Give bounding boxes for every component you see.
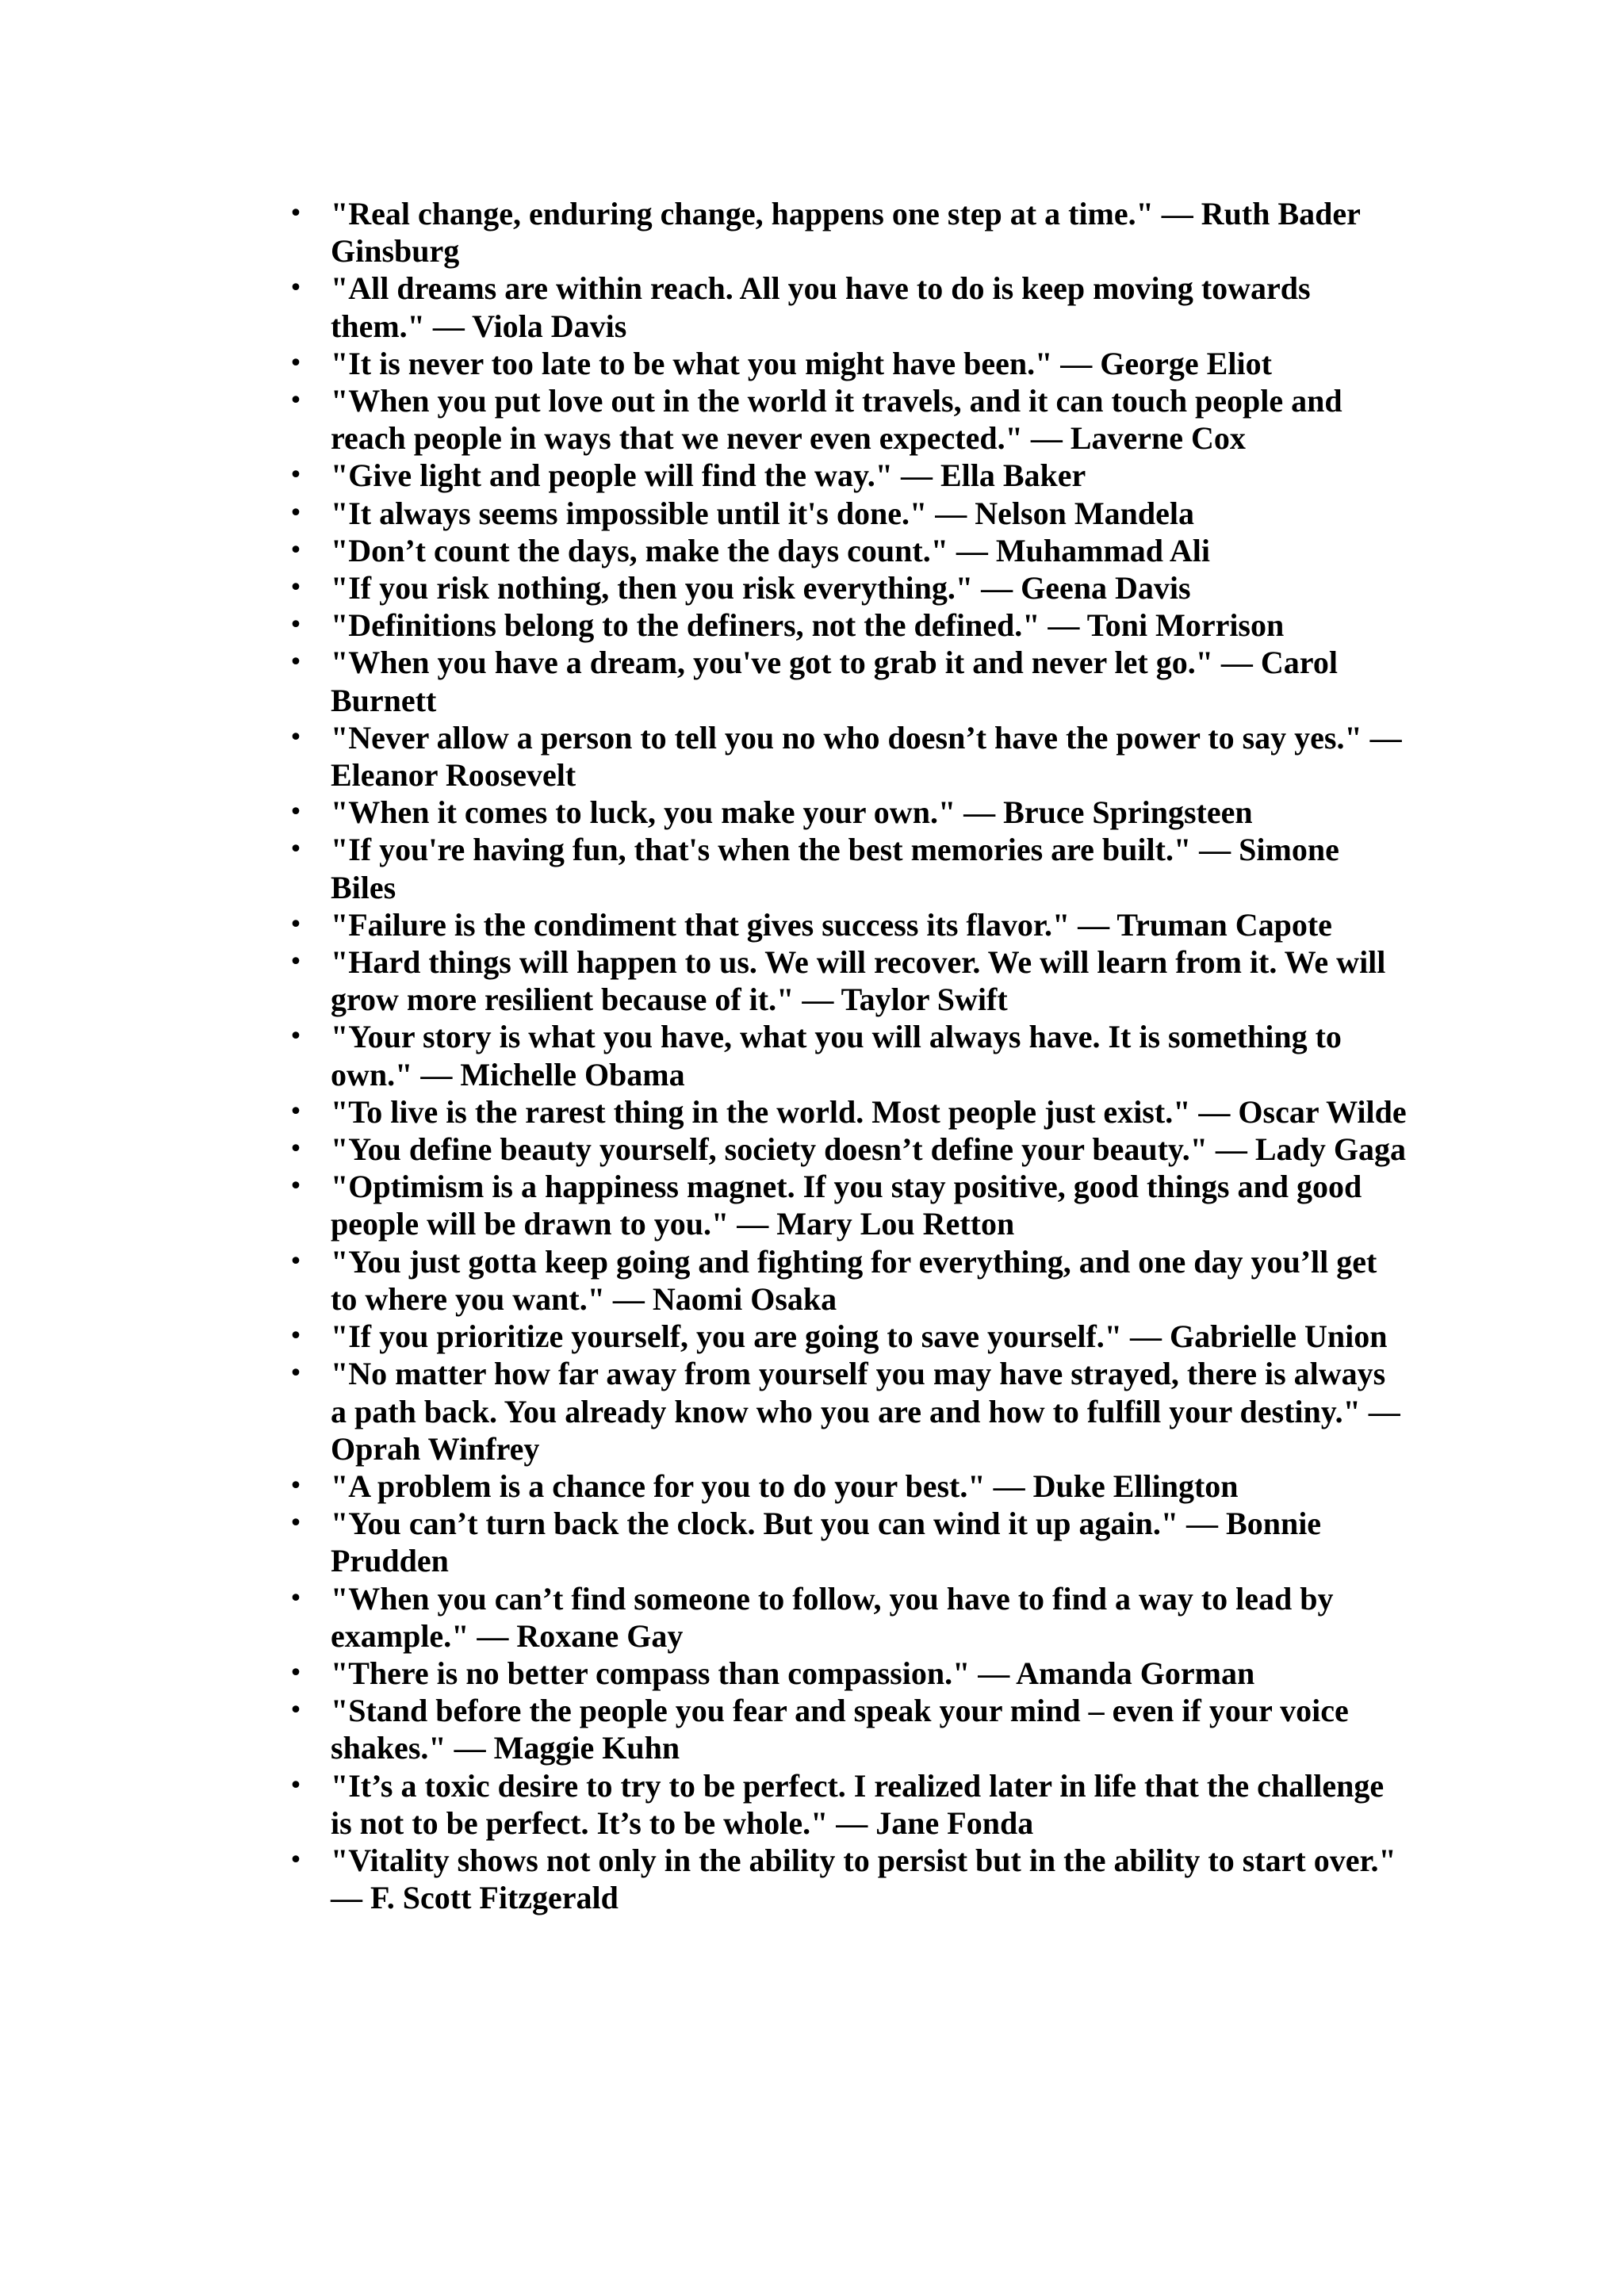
bullet-icon: • xyxy=(289,1097,303,1126)
quote-text: "Don’t count the days, make the days count." — Muhammad Ali xyxy=(331,532,1210,568)
quote-text: "You can’t turn back the clock. But you can wind it up again." — Bonnie Prudden xyxy=(331,1506,1322,1579)
bullet-icon: • xyxy=(289,1697,303,1725)
list-item xyxy=(289,1692,1409,1766)
list-item xyxy=(289,1767,1409,1842)
quote-text: "When it comes to luck, you make your own." — Bruce Springsteen xyxy=(331,794,1253,831)
bullet-icon: • xyxy=(289,1771,303,1800)
list-item xyxy=(289,1243,1409,1318)
bullet-icon: • xyxy=(289,910,303,939)
list-item xyxy=(289,943,1409,1018)
quote-text: "Real change, enduring change, happens one step at a time." — Ruth Bader Ginsburg xyxy=(331,196,1361,270)
bullet-icon: • xyxy=(289,611,303,640)
list-item xyxy=(289,794,1409,831)
bullet-icon: • xyxy=(289,387,303,415)
quote-text: "Give light and people will find the way." — Ella Baker xyxy=(331,457,1086,494)
bullet-icon: • xyxy=(289,649,303,677)
quote-text: "If you risk nothing, then you risk everything." — Geena Davis xyxy=(331,570,1191,607)
bullet-icon: • xyxy=(289,349,303,377)
quote-text: "Definitions belong to the definers, not the defined." — Toni Morrison xyxy=(331,607,1285,644)
list-item xyxy=(289,457,1409,494)
list-item xyxy=(289,831,1409,905)
list-item xyxy=(289,1093,1409,1131)
quote-text: "You just gotta keep going and fighting for everything, and one day you’ll get to where you want." — Naomi Osaka xyxy=(331,1243,1377,1317)
bullet-icon: • xyxy=(289,461,303,490)
list-item xyxy=(289,1318,1409,1355)
list-item xyxy=(289,270,1409,344)
list-item xyxy=(289,569,1409,607)
list-item xyxy=(289,607,1409,644)
bullet-icon: • xyxy=(289,574,303,603)
bullet-icon: • xyxy=(289,1584,303,1613)
list-item xyxy=(289,1131,1409,1168)
bullet-icon: • xyxy=(289,1247,303,1276)
list-item xyxy=(289,1842,1409,1916)
quote-text: "There is no better compass than compassion." — Amanda Gorman xyxy=(331,1655,1255,1691)
quote-text: "Failure is the condiment that gives success its flavor." — Truman Capote xyxy=(331,906,1332,943)
bullet-icon: • xyxy=(289,798,303,827)
bullet-icon: • xyxy=(289,1471,303,1500)
quote-list xyxy=(289,195,1409,1916)
quote-text: "No matter how far away from yourself you may have strayed, there is always a path back. You already know who you are and how to fulfill your destiny." — Oprah Winfrey xyxy=(331,1356,1400,1467)
bullet-icon: • xyxy=(289,1023,303,1051)
bullet-icon: • xyxy=(289,1510,303,1538)
list-item xyxy=(289,532,1409,569)
quote-text: "It always seems impossible until it's done." — Nelson Mandela xyxy=(331,495,1194,531)
quote-text: "Vitality shows not only in the ability to persist but in the ability to start over." — F. Scott Fitzgerald xyxy=(331,1842,1396,1916)
list-item xyxy=(289,1505,1409,1579)
list-item xyxy=(289,1580,1409,1655)
list-item xyxy=(289,719,1409,794)
bullet-icon: • xyxy=(289,1173,303,1201)
list-item xyxy=(289,495,1409,532)
list-item xyxy=(289,1468,1409,1505)
quote-text: "It is never too late to be what you might have been." — George Eliot xyxy=(331,345,1272,381)
quote-text: "It’s a toxic desire to try to be perfect. I realized later in life that the challenge is not to be perfect. It’s to be whole." — Jane Fonda xyxy=(331,1767,1385,1841)
quote-text: "Optimism is a happiness magnet. If you stay positive, good things and good people will be drawn to you." — Mary Lou Retton xyxy=(331,1169,1362,1242)
list-item xyxy=(289,345,1409,382)
quote-text: "Stand before the people you fear and speak your mind – even if your voice shakes." — Maggie Kuhn xyxy=(331,1693,1349,1766)
bullet-icon: • xyxy=(289,1322,303,1351)
bullet-icon: • xyxy=(289,536,303,564)
quote-text: "Never allow a person to tell you no who doesn’t have the power to say yes." — Eleanor Roosevelt xyxy=(331,719,1402,794)
bullet-icon: • xyxy=(289,274,303,303)
list-item xyxy=(289,906,1409,943)
bullet-icon: • xyxy=(289,499,303,527)
quote-text: "Hard things will happen to us. We will recover. We will learn from it. We will grow more resilient because of it." — Taylor Swift xyxy=(331,944,1386,1018)
bullet-icon: • xyxy=(289,948,303,977)
bullet-icon: • xyxy=(289,836,303,864)
quote-text: "A problem is a chance for you to do your best." — Duke Ellington xyxy=(331,1468,1239,1504)
quote-text: "When you can’t find someone to follow, you have to find a way to lead by example." — Roxane Gay xyxy=(331,1580,1334,1654)
quote-text: "Your story is what you have, what you will always have. It is something to own." — Michelle Obama xyxy=(331,1019,1342,1093)
quote-text: "All dreams are within reach. All you have to do is keep moving towards them." — Viola Davis xyxy=(331,270,1311,344)
bullet-icon: • xyxy=(289,1135,303,1164)
list-item xyxy=(289,1168,1409,1242)
quote-text: "If you prioritize yourself, you are going to save yourself." — Gabrielle Union xyxy=(331,1318,1388,1355)
list-item xyxy=(289,644,1409,718)
list-item xyxy=(289,382,1409,457)
bullet-icon: • xyxy=(289,1846,303,1874)
list-item xyxy=(289,195,1409,270)
bullet-icon: • xyxy=(289,723,303,752)
quote-text: "You define beauty yourself, society doesn’t define your beauty." — Lady Gaga xyxy=(331,1131,1406,1168)
quote-text: "When you have a dream, you've got to grab it and never let go." — Carol Burnett xyxy=(331,645,1338,718)
list-item xyxy=(289,1355,1409,1468)
bullet-icon: • xyxy=(289,200,303,228)
quote-text: "To live is the rarest thing in the world. Most people just exist." — Oscar Wilde xyxy=(331,1093,1407,1130)
bullet-icon: • xyxy=(289,1360,303,1388)
list-item xyxy=(289,1655,1409,1692)
list-item xyxy=(289,1018,1409,1093)
quote-text: "If you're having fun, that's when the best memories are built." — Simone Biles xyxy=(331,832,1339,905)
bullet-icon: • xyxy=(289,1659,303,1687)
quote-text: "When you put love out in the world it travels, and it can touch people and reach people in ways that we never even expected." — Laverne Cox xyxy=(331,383,1342,457)
